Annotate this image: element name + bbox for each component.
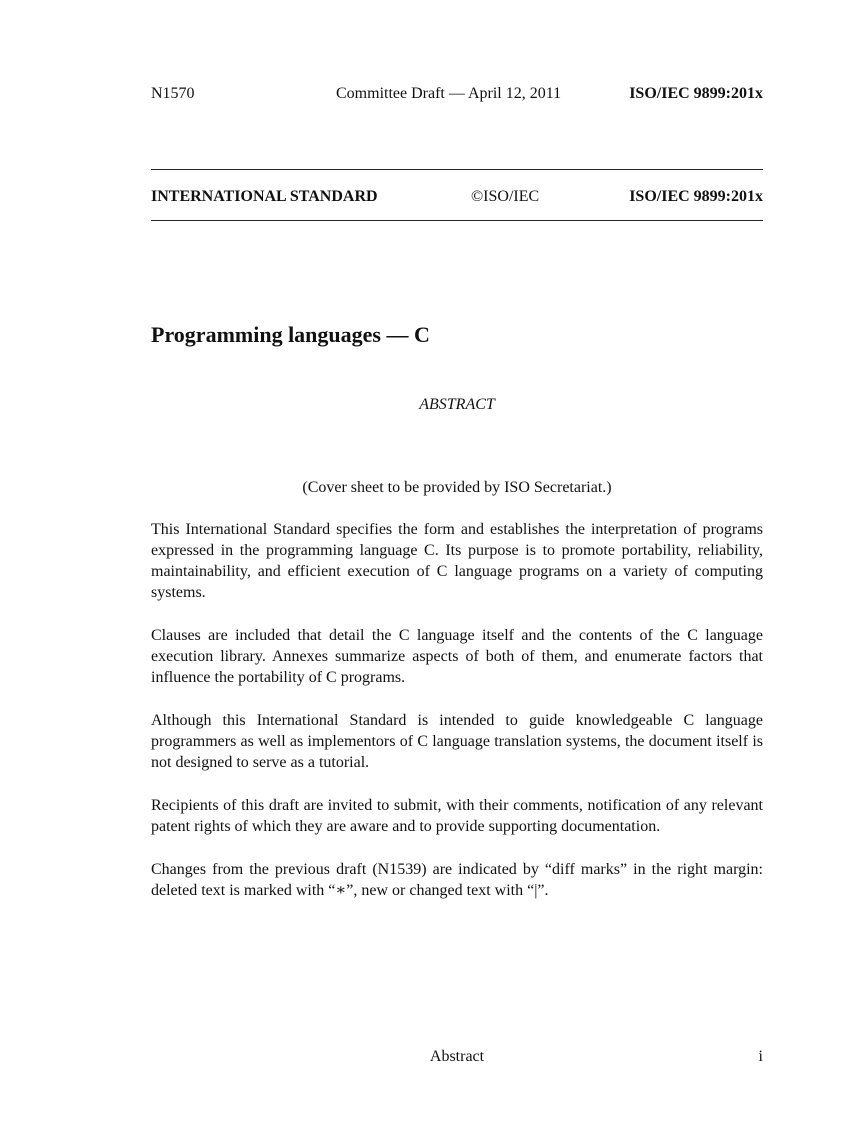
page-number: i (758, 1048, 763, 1065)
draft-info: Committee Draft — April 12, 2011 (336, 85, 562, 102)
paragraph: Changes from the previous draft (N1539) are indicated by “diff marks” in the right margin: deleted text is marked with “∗”, new or changed text with “|”. (151, 861, 763, 899)
copyright-notice: ©ISO/IEC (471, 188, 540, 205)
abstract-body (151, 519, 763, 923)
abstract-heading: ABSTRACT (419, 396, 495, 413)
cover-note: (Cover sheet to be provided by ISO Secretariat.) (302, 479, 612, 496)
standard-bar (151, 188, 763, 208)
footer-section: Abstract (429, 1048, 485, 1065)
standard-label: INTERNATIONAL STANDARD (151, 188, 378, 205)
running-header (151, 85, 763, 105)
bar-standard-id: ISO/IEC 9899:201x (629, 188, 763, 205)
running-footer (151, 1048, 763, 1068)
paragraph: This International Standard specifies the form and establishes the interpretation of programs expressed in the programming language C. Its purpose is to promote portability, reliability, maintainability, and efficient execution of C language programs on a variety of computing systems. (151, 521, 763, 601)
document-title: Programming languages — C (151, 322, 430, 347)
paragraph: Clauses are included that detail the C language itself and the contents of the C language execution library. Annexes summarize aspects of both of them, and enumerate factors that influence the portability of C programs. (151, 627, 763, 686)
paragraph: Although this International Standard is intended to guide knowledgeable C language programmers as well as implementors of C language translation systems, the document itself is not designed to serve as a tutorial. (151, 712, 763, 771)
doc-number: N1570 (151, 85, 195, 102)
bottom-divider (151, 220, 763, 221)
header-standard-id: ISO/IEC 9899:201x (629, 85, 763, 102)
paragraph: Recipients of this draft are invited to submit, with their comments, notification of any relevant patent rights of which they are aware and to provide supporting documentation. (151, 797, 763, 835)
top-divider (151, 169, 763, 170)
